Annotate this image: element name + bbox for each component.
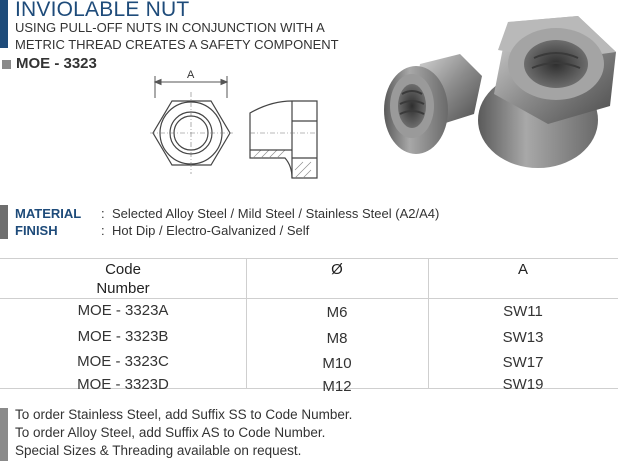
cell-code: MOE - 3323A bbox=[77, 302, 169, 319]
spec-accent-bar bbox=[0, 205, 8, 239]
header-a: A bbox=[517, 261, 528, 278]
footer-note-stainless: To order Stainless Steel, add Suffix SS to Code Number. bbox=[15, 407, 353, 422]
hex-nut-front-view bbox=[150, 92, 233, 174]
subtitle-line-1: USING PULL-OFF NUTS IN CONJUNCTION WITH A bbox=[15, 20, 325, 35]
header-code-number bbox=[0, 260, 246, 298]
nut-side-section-view bbox=[250, 101, 317, 178]
cell-a: SW19 bbox=[502, 376, 544, 393]
large-nut-render bbox=[478, 16, 616, 168]
title-accent-bar bbox=[0, 0, 8, 48]
cell-a: SW11 bbox=[503, 303, 543, 320]
cell-diameter: M6 bbox=[326, 304, 348, 321]
footer-accent-bar bbox=[0, 408, 8, 461]
code-marker-square bbox=[2, 60, 11, 69]
material-colon: : bbox=[101, 206, 105, 221]
small-nut-render bbox=[384, 54, 482, 154]
footer-note-special: Special Sizes & Threading available on request. bbox=[15, 443, 302, 458]
finish-value: Hot Dip / Electro-Galvanized / Self bbox=[112, 223, 310, 238]
product-code-heading: MOE - 3323 bbox=[16, 55, 97, 72]
table-rule-header bbox=[0, 298, 618, 299]
cell-a: SW13 bbox=[502, 329, 544, 346]
cell-diameter: M12 bbox=[322, 378, 352, 395]
product-title: INVIOLABLE NUT bbox=[15, 0, 190, 21]
cell-code: MOE - 3323D bbox=[77, 376, 169, 393]
finish-label: FINISH bbox=[15, 223, 58, 238]
subtitle-line-2: METRIC THREAD CREATES A SAFETY COMPONENT bbox=[15, 37, 339, 52]
cell-a: SW17 bbox=[502, 354, 544, 371]
cell-diameter: M8 bbox=[326, 330, 348, 347]
finish-colon: : bbox=[101, 223, 105, 238]
material-label: MATERIAL bbox=[15, 206, 82, 221]
cell-code: MOE - 3323C bbox=[77, 353, 169, 370]
footer-note-alloy: To order Alloy Steel, add Suffix AS to Code Number. bbox=[15, 425, 326, 440]
header-code-line-2: Number bbox=[96, 280, 150, 297]
technical-drawing bbox=[145, 66, 325, 192]
header-code-line-1: Code bbox=[105, 261, 141, 278]
dimension-label-a: A bbox=[187, 69, 195, 81]
cell-code: MOE - 3323B bbox=[77, 328, 169, 345]
material-value: Selected Alloy Steel / Mild Steel / Stainless Steel (A2/A4) bbox=[112, 206, 440, 221]
cell-diameter: M10 bbox=[322, 355, 352, 372]
product-subtitle bbox=[15, 19, 355, 53]
table-rule-top bbox=[0, 258, 618, 259]
product-photo bbox=[378, 2, 624, 192]
header-diameter: Ø bbox=[331, 261, 343, 278]
